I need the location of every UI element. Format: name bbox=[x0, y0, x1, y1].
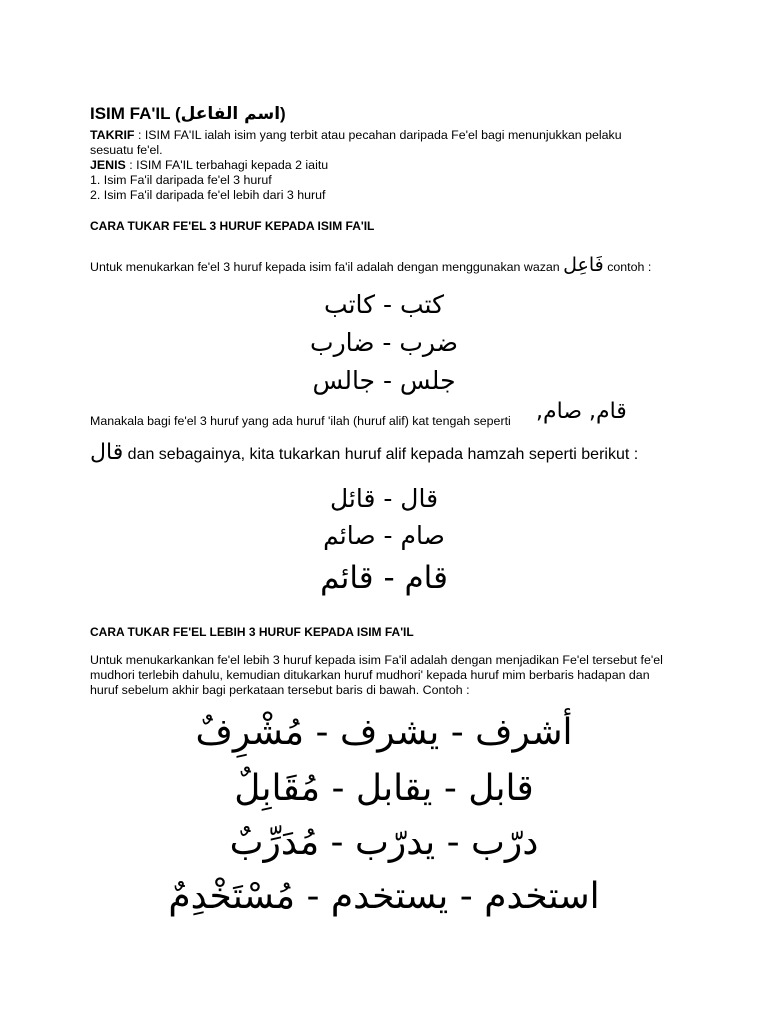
section1b-text-after: dan sebagainya, kita tukarkan huruf alif kepada hamzah seperti berikut : bbox=[123, 446, 639, 463]
section1-intro bbox=[90, 254, 652, 276]
title-close: ) bbox=[280, 104, 286, 123]
title-latin: ISIM FA'IL ( bbox=[90, 104, 181, 123]
jenis-label: JENIS bbox=[90, 158, 126, 172]
jenis-item-2: 2. Isim Fa'il daripada fe'el lebih dari 3 huruf bbox=[90, 188, 326, 202]
example-hamzah-2: صام - صائم bbox=[323, 521, 445, 550]
section1b-arabic-qala: قال bbox=[90, 440, 124, 465]
example-lebih-4: استخدم - يستخدم - مُسْتَخْدِمٌ bbox=[168, 876, 600, 917]
wazan-arabic: فَاعِل bbox=[563, 254, 604, 276]
jenis-item-1: 1. Isim Fa'il daripada fe'el 3 huruf bbox=[90, 173, 272, 187]
section1b-text: Manakala bagi fe'el 3 huruf yang ada huruf 'ilah (huruf alif) kat tengah seperti bbox=[90, 414, 511, 428]
title-arabic: اسم الفاعل bbox=[180, 104, 281, 124]
jenis-line bbox=[90, 158, 328, 173]
example-3huruf-3: جلس - جالس bbox=[312, 366, 456, 395]
example-hamzah-1: قال - قائل bbox=[329, 484, 439, 513]
jenis-text: : ISIM FA'IL terbahagi kepada 2 iaitu bbox=[125, 158, 329, 172]
section1b-line2 bbox=[90, 441, 638, 467]
example-hamzah-3: قام - قائم bbox=[320, 560, 448, 596]
section1-intro-before: Untuk menukarkan fe'el 3 huruf kepada isim fa'il adalah dengan menggunakan wazan bbox=[90, 260, 564, 274]
page-title bbox=[90, 104, 286, 124]
section2-intro-2: mudhori terlebih dahulu, kemudian ditukarkan huruf mudhori' kepada huruf mim berbaris hadapan dan bbox=[90, 668, 650, 682]
takrif-line-2: sesuatu fe'el. bbox=[90, 143, 163, 157]
example-3huruf-1: كتب - كاتب bbox=[324, 290, 444, 319]
section1b-arabic-inline: قام, صام, bbox=[536, 399, 627, 424]
takrif-text: : ISIM FA'IL ialah isim yang terbit atau pecahan daripada Fe'el bagi menunjukkan pelaku bbox=[134, 128, 622, 142]
example-lebih-1: أشرف - يشرف - مُشْرِفٌ bbox=[195, 712, 573, 753]
takrif-label: TAKRIF bbox=[90, 128, 135, 142]
section2-intro-1: Untuk menukarkankan fe'el lebih 3 huruf kepada isim Fa'il adalah dengan menjadikan Fe'el tersebut fe'el bbox=[90, 653, 663, 667]
example-lebih-3: درّب - يدرّب - مُدَرِّبٌ bbox=[229, 822, 539, 863]
example-lebih-2: قابل - يقابل - مُقَابِلٌ bbox=[234, 768, 534, 809]
takrif-line bbox=[90, 128, 622, 143]
example-3huruf-2: ضرب - ضارب bbox=[310, 328, 458, 357]
section2-heading: CARA TUKAR FE'EL LEBIH 3 HURUF KEPADA ISIM FA'IL bbox=[90, 625, 414, 639]
section1-intro-after: contoh : bbox=[603, 260, 652, 274]
section1-heading: CARA TUKAR FE'EL 3 HURUF KEPADA ISIM FA'IL bbox=[90, 219, 375, 233]
section2-intro-3: huruf sebelum akhir bagi perkataan tersebut baris di bawah. Contoh : bbox=[90, 683, 470, 697]
